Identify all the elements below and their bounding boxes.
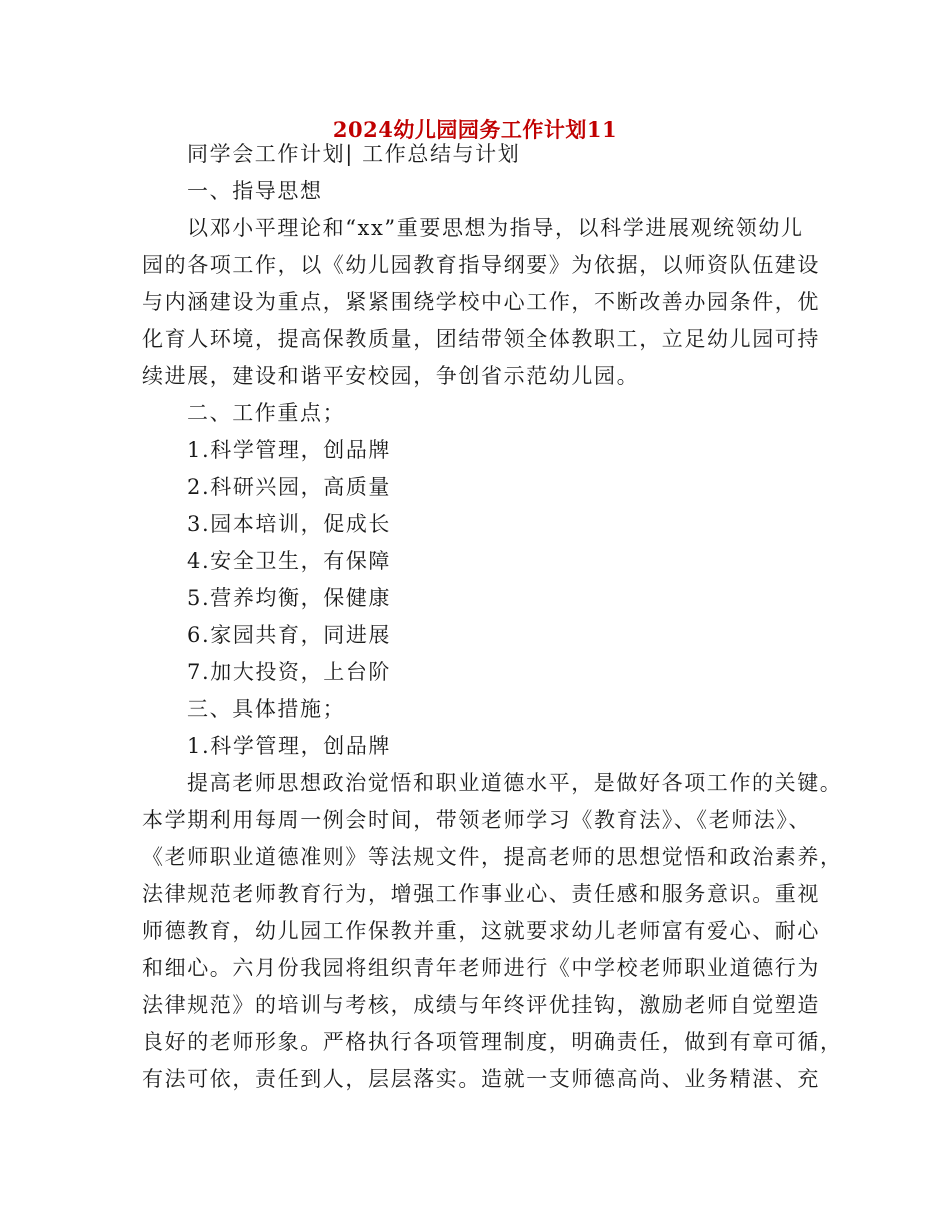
paragraph-line: 与内涵建设为重点，紧紧围绕学校中心工作，不断改善办园条件，优	[142, 290, 820, 314]
paragraph-line: 园的各项工作，以《幼儿园教育指导纲要》为依据，以师资队伍建设	[142, 253, 820, 277]
section-heading: 三、具体措施；	[187, 697, 346, 721]
paragraph-line: 《老师职业道德准则》等法规文件，提高老师的思想觉悟和政治素养，	[142, 845, 843, 869]
document-title: 2024幼儿园园务工作计划11	[332, 117, 618, 142]
list-item: 3.园本培训，促成长	[187, 512, 392, 536]
list-item: 4.安全卫生，有保障	[187, 549, 392, 573]
paragraph-line: 和细心。六月份我园将组织青年老师进行《中学校老师职业道德行为	[142, 956, 820, 980]
paragraph-line: 化育人环境，提高保教质量，团结带领全体教职工，立足幼儿园可持	[142, 327, 820, 351]
list-item: 1.科学管理，创品牌	[187, 734, 392, 758]
list-item: 2.科研兴园，高质量	[187, 475, 392, 499]
paragraph-line: 有法可依，责任到人，层层落实。造就一支师德高尚、业务精湛、充	[142, 1067, 820, 1091]
paragraph-line: 续进展，建设和谐平安校园，争创省示范幼儿园。	[142, 364, 640, 388]
list-item: 1.科学管理，创品牌	[187, 438, 392, 462]
paragraph-line: 法律规范》的培训与考核，成绩与年终评优挂钩，激励老师自觉塑造	[142, 993, 820, 1017]
section-heading: 二、工作重点；	[187, 401, 346, 425]
paragraph-line: 以邓小平理论和“xx”重要思想为指导，以科学进展观统领幼儿	[187, 216, 804, 240]
section-heading: 一、指导思想	[187, 179, 323, 203]
list-item: 6.家园共育，同进展	[187, 623, 392, 647]
subtitle-line: 同学会工作计划| 工作总结与计划	[187, 142, 521, 166]
paragraph-line: 本学期利用每周一例会时间，带领老师学习《教育法》、《老师法》、	[142, 808, 812, 832]
paragraph-line: 法律规范老师教育行为，增强工作事业心、责任感和服务意识。重视	[142, 882, 820, 906]
paragraph-line: 良好的老师形象。严格执行各项管理制度，明确责任，做到有章可循，	[142, 1030, 843, 1054]
list-item: 5.营养均衡，保健康	[187, 586, 392, 610]
list-item: 7.加大投资，上台阶	[187, 660, 392, 684]
paragraph-line: 师德教育，幼儿园工作保教并重，这就要求幼儿老师富有爱心、耐心	[142, 919, 820, 943]
paragraph-line: 提高老师思想政治觉悟和职业道德水平，是做好各项工作的关键。	[187, 771, 843, 795]
